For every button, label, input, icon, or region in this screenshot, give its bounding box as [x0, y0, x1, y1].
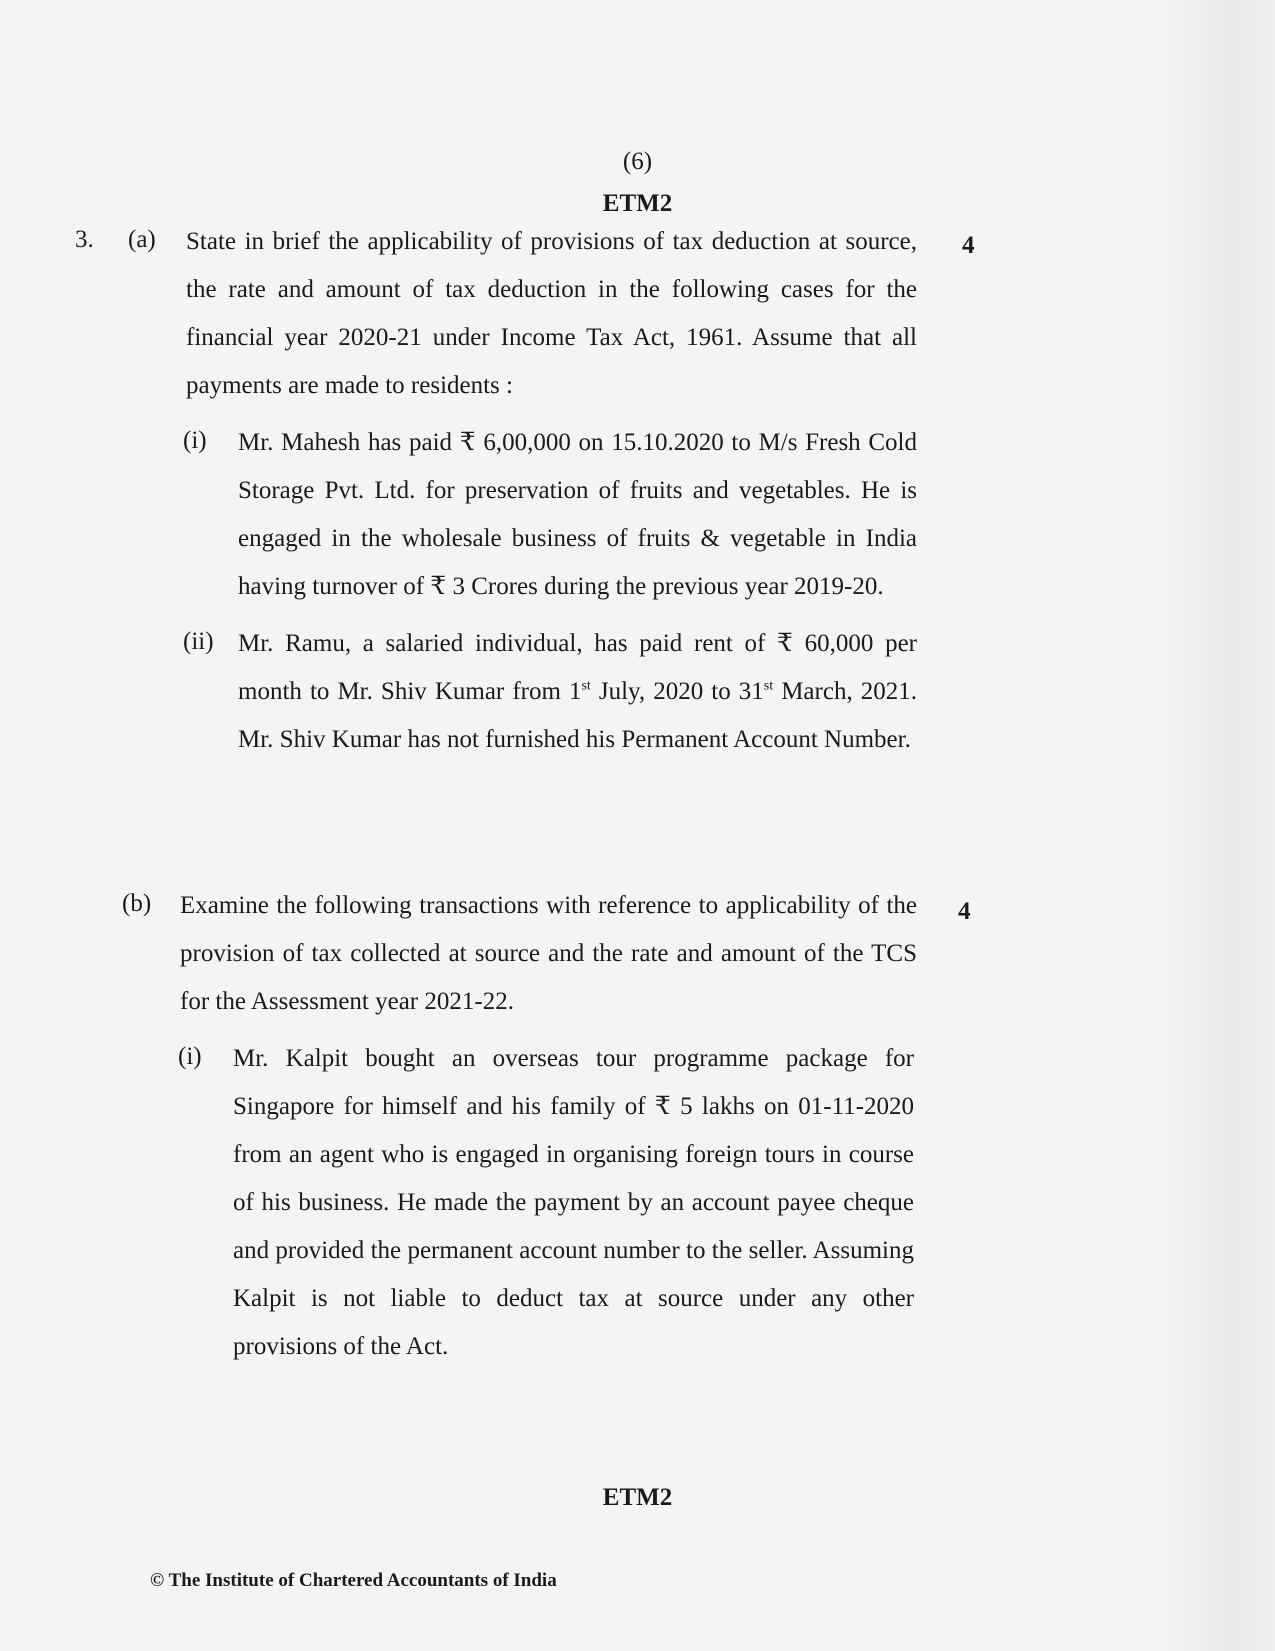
- part-a-item-2-text-part-3: March, 2021. Mr. Shiv Kumar has not furnished his Permanent Account Number.: [238, 678, 917, 753]
- part-b-item-1-text: Mr. Kalpit bought an overseas tour programme package for Singapore for himself and his family of ₹ 5 lakhs on 01-11-2020 from an agent who is engaged in organising foreign tours in course of his business. He made the payment by an account payee cheque and provided the permanent account number to the seller. Assuming Kalpit is not liable to deduct tax at source under any other provisions of the Act.: [233, 1045, 914, 1360]
- part-a-item-2-text-part-1: Mr. Ramu, a salaried individual, has paid rent of ₹ 60,000 per month to Mr. Shiv Kumar from 1: [238, 630, 917, 705]
- ordinal-suffix-2: st: [763, 678, 774, 694]
- part-b-text: Examine the following transactions with reference to applicability of the provision of tax collected at source and the rate and amount of the TCS for the Assessment year 2021-22.: [180, 892, 917, 1015]
- page-number: (6): [622, 148, 653, 175]
- part-b-marks: 4: [958, 898, 971, 925]
- part-a-marks: 4: [962, 232, 975, 259]
- ordinal-suffix-1: st: [581, 678, 591, 694]
- part-a-item-2-text: [238, 620, 917, 764]
- paper-code-header: ETM2: [602, 190, 673, 217]
- part-a-text: State in brief the applicability of provisions of tax deduction at source, the rate and amount of tax deduction in the following cases for the financial year 2020-21 under Income Tax Act, 1961. Assume that all payments are made to residents :: [186, 228, 917, 399]
- part-b-label: (b): [122, 890, 152, 917]
- paper-code-footer: ETM2: [602, 1484, 673, 1511]
- part-b-item-1-label: (i): [178, 1043, 202, 1070]
- part-a-item-2-text-part-2: July, 2020 to 31: [590, 678, 764, 705]
- part-a-item-2-label: (ii): [183, 628, 214, 655]
- copyright-footer: © The Institute of Chartered Accountants of India: [150, 1570, 557, 1591]
- part-a-item-1-text: Mr. Mahesh has paid ₹ 6,00,000 on 15.10.2020 to M/s Fresh Cold Storage Pvt. Ltd. for preservation of fruits and vegetables. He is engaged in the wholesale business of fruits & vegetable in India having turnover of ₹ 3 Crores during the previous year 2019-20.: [238, 429, 917, 600]
- page-edge-shadow: [1165, 0, 1275, 1651]
- question-number: 3.: [75, 226, 94, 253]
- part-a-label: (a): [128, 226, 156, 253]
- part-a-item-1-label: (i): [183, 427, 207, 454]
